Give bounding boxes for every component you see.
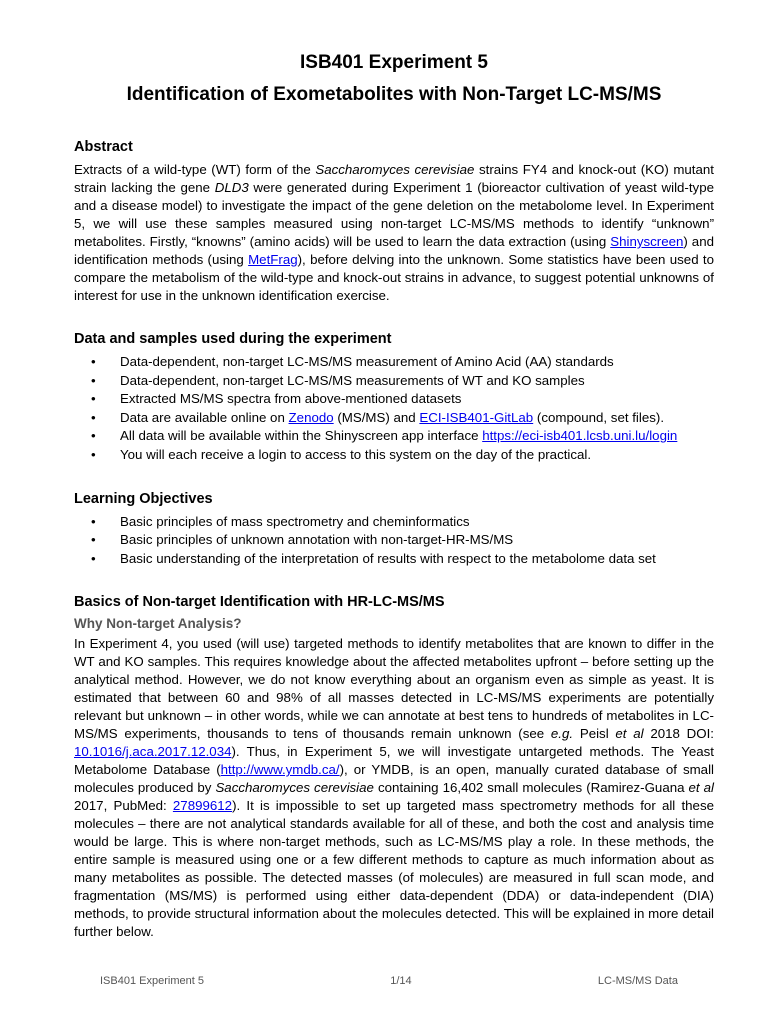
- gitlab-link[interactable]: ECI-ISB401-GitLab: [419, 409, 534, 425]
- text: All data will be available within the Shinyscreen app interface: [120, 428, 483, 444]
- pubmed-link[interactable]: 27899612: [172, 798, 233, 814]
- italic-text: et al: [688, 780, 714, 796]
- page-footer: [100, 975, 678, 987]
- text: ), before delving into the unknown. Some statistics have been used to compare the metabolism of the wild-type and knock-out strains in advance, to suggest potential unknowns of interest for use in the unknown identification exercise.: [74, 252, 715, 303]
- abstract-paragraph: [74, 161, 714, 305]
- text: 2018 DOI:: [643, 726, 714, 742]
- text: were generated during Experiment 1 (bioreactor cultivation of yeast wild-type and a disease model) to investigate the impact of the gene deletion on the metabolome level. In Experiment 5, we will use these samples measured using non-target LC-MS/MS methods to identify “unknown” metabolites. Firstly, “knowns” (amino acids) will be used to learn the data extraction (using: [74, 180, 714, 249]
- zenodo-link[interactable]: Zenodo: [288, 409, 334, 425]
- footer-right: LC-MS/MS Data: [597, 975, 678, 987]
- list-item: [120, 409, 714, 428]
- text: strains FY4 and knock-out (KO) mutant strain lacking the gene: [74, 162, 714, 195]
- footer-left: ISB401 Experiment 5: [100, 975, 204, 987]
- learning-list: [74, 513, 714, 569]
- ymdb-link[interactable]: http://www.ymdb.ca/: [220, 762, 340, 778]
- text: Extracts of a wild-type (WT) form of the: [74, 162, 316, 177]
- list-item: [120, 427, 714, 446]
- text: 2017, PubMed:: [74, 798, 173, 814]
- list-item: • Data-dependent, non-target LC-MS/MS measurement of Amino Acid (AA) standards: [120, 353, 714, 372]
- list-item: • Basic understanding of the interpretation of results with respect to the metabolome data set: [120, 550, 714, 569]
- italic-text: DLD3: [214, 180, 249, 195]
- text: ). It is impossible to set up targeted mass spectrometry methods for all these molecules – there are not analytical standards available for all of these, and both the cost and analysis time would be large. This is where non-target methods, such as LC-MS/MS play a role. In these methods, the entire sample is measured using one or a few different methods to capture as much information about as many metabolites as possible. The detected masses (of molecules) are measured in full scan mode, and fragmentation (MS/MS) is performed using either data-dependent (DDA) or data-independent (DIA) methods, to provide structural information about the molecules detected. This will be explained in more detail further below.: [74, 798, 714, 940]
- page-number: 1/14: [390, 975, 412, 987]
- list-item: • You will each receive a login to access to this system on the day of the practical.: [120, 446, 714, 465]
- list-item: • Extracted MS/MS spectra from above-mentioned datasets: [120, 390, 714, 409]
- text: (compound, set files).: [533, 409, 665, 425]
- list-item: • Data-dependent, non-target LC-MS/MS measurements of WT and KO samples: [120, 372, 714, 391]
- list-item: • Basic principles of mass spectrometry and cheminformatics: [120, 513, 714, 532]
- italic-text: Saccharomyces cerevisiae: [215, 780, 374, 796]
- text: Data are available online on: [120, 409, 289, 425]
- list-item: • Basic principles of unknown annotation with non-target-HR-MS/MS: [120, 531, 714, 550]
- text: containing 16,402 small molecules (Ramirez-Guana: [373, 780, 689, 796]
- shinyscreen-app-link[interactable]: https://eci-isb401.lcsb.uni.lu/login: [482, 428, 678, 444]
- metfrag-link[interactable]: MetFrag: [248, 252, 298, 267]
- text: Peisl: [573, 726, 616, 742]
- basics-heading: Basics of Non-target Identification with HR-LC-MS/MS: [74, 594, 445, 611]
- abstract-section: [74, 137, 714, 305]
- data-heading: Data and samples used during the experiment: [74, 331, 392, 347]
- learning-section: [74, 489, 714, 569]
- italic-text: e.g.: [550, 726, 574, 742]
- abstract-heading: Abstract: [74, 139, 133, 155]
- shinyscreen-link[interactable]: Shinyscreen: [610, 234, 684, 249]
- basics-section: [74, 592, 714, 941]
- data-section: [74, 329, 714, 465]
- italic-text: et al: [615, 726, 644, 742]
- basics-subheading: Why Non-target Analysis?: [74, 616, 242, 632]
- data-list: [74, 353, 714, 465]
- text: In Experiment 4, you used (will use) targeted methods to identify metabolites that are known to differ in the WT and KO samples. This requires knowledge about the affected metabolites upfront – before setting up the analytical method. However, we do not know everything about an organism even as simple as yeast. It is estimated that between 60 and 98% of all masses detected in LC-MS/MS experiments are potentially relevant but unknown – in other words, while we can annotate at best tens to hundreds of metabolites in LC-MS/MS experiments, thousands to tens of thousands remain unknown (see: [74, 636, 714, 742]
- document-title: ISB401 Experiment 5: [300, 52, 488, 73]
- text: ). Thus, in Experiment 5, we will investigate untargeted methods. The Yeast Metabolome Database (: [74, 744, 714, 778]
- doi-link[interactable]: 10.1016/j.aca.2017.12.034: [74, 744, 232, 760]
- italic-text: Saccharomyces cerevisiae: [315, 162, 475, 177]
- text: (MS/MS) and: [333, 409, 420, 425]
- text: ) and identification methods (using: [74, 234, 714, 267]
- text: ), or YMDB, is an open, manually curated database of small molecules produced by: [74, 762, 714, 796]
- learning-heading: Learning Objectives: [74, 490, 213, 507]
- document-subtitle: Identification of Exometabolites with Non-Target LC-MS/MS: [126, 84, 662, 105]
- basics-paragraph: [74, 635, 714, 941]
